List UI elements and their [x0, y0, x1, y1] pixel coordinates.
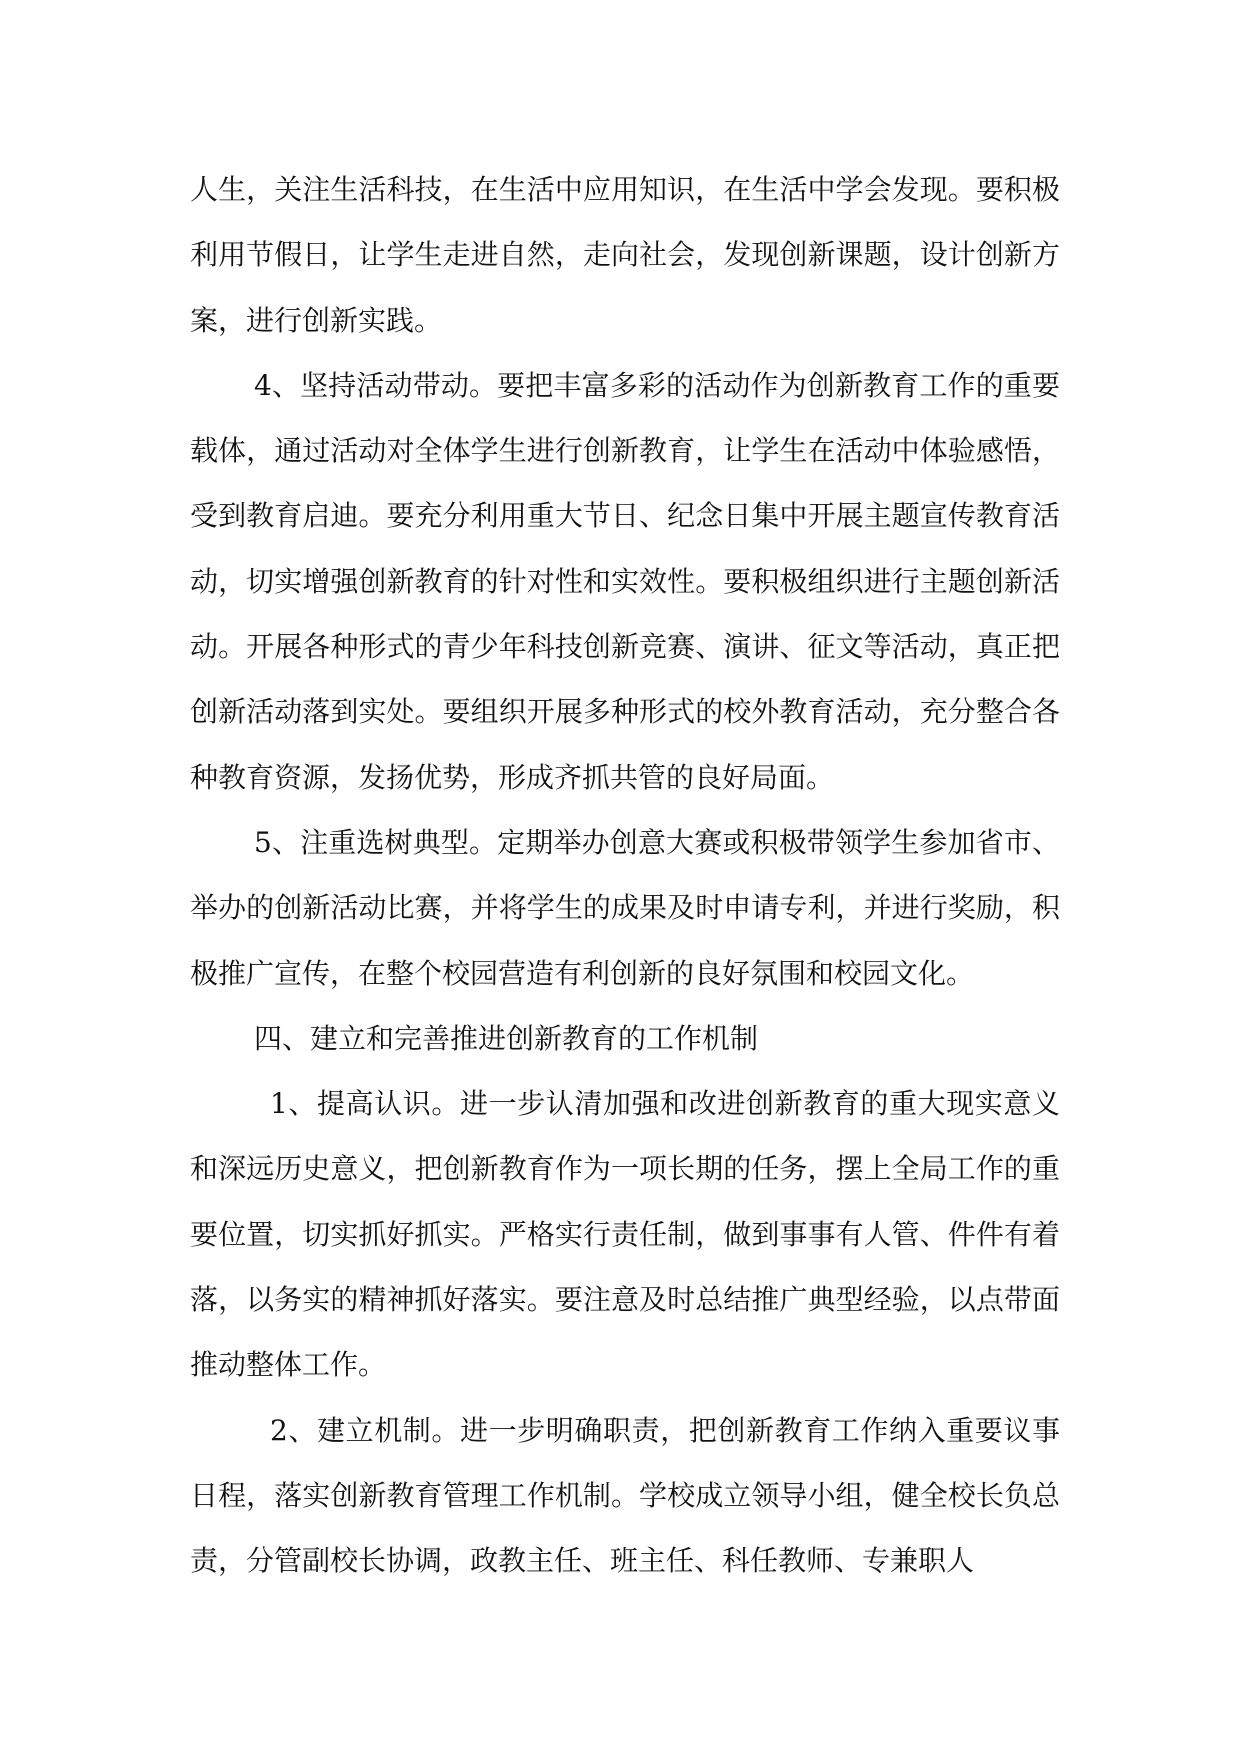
paragraph-continuation: 人生，关注生活科技，在生活中应用知识，在生活中学会发现。要积极利用节假日，让学生走进自然，走向社会，发现创新课题，设计创新方案，进行创新实践。 — [190, 173, 1060, 337]
paragraph-item-4: 4、坚持活动带动。要把丰富多彩的活动作为创新教育工作的重要载体，通过活动对全体学生进行创新教育，让学生在活动中体验感悟，受到教育启迪。要充分利用重大节日、纪念日集中开展主题宣传教育活动，切实增强创新教育的针对性和实效性。要积极组织进行主题创新活动。开展各种形式的青少年科技创新竞赛、演讲、征文等活动，真正把创新活动落到实处。要组织开展多种形式的校外教育活动，充分整合各种教育资源，发扬优势，形成齐抓共管的良好局面。 — [190, 368, 1060, 794]
document-body — [190, 157, 1060, 1594]
paragraph-item-5: 5、注重选树典型。定期举办创意大赛或积极带领学生参加省市、举办的创新活动比赛，并将学生的成果及时申请专利，并进行奖励，积极推广宣传，在整个校园营造有利创新的良好氛围和校园文化。 — [190, 825, 1060, 990]
paragraph-item-2: 2、建立机制。进一步明确职责，把创新教育工作纳入重要议事日程，落实创新教育管理工作机制。学校成立领导小组，健全校长负总责，分管副校长协调，政教主任、班主任、科任教师、专兼职人 — [190, 1413, 1060, 1578]
paragraph-item-1: 1、提高认识。进一步认清加强和改进创新教育的重大现实意义和深远历史意义，把创新教育作为一项长期的任务，摆上全局工作的重要位置，切实抓好抓实。严格实行责任制，做到事事有人管、件件有着落，以务实的精神抓好落实。要注意及时总结推广典型经验，以点带面推动整体工作。 — [190, 1087, 1060, 1382]
section-heading-4: 四、建立和完善推进创新教育的工作机制 — [254, 1021, 759, 1055]
